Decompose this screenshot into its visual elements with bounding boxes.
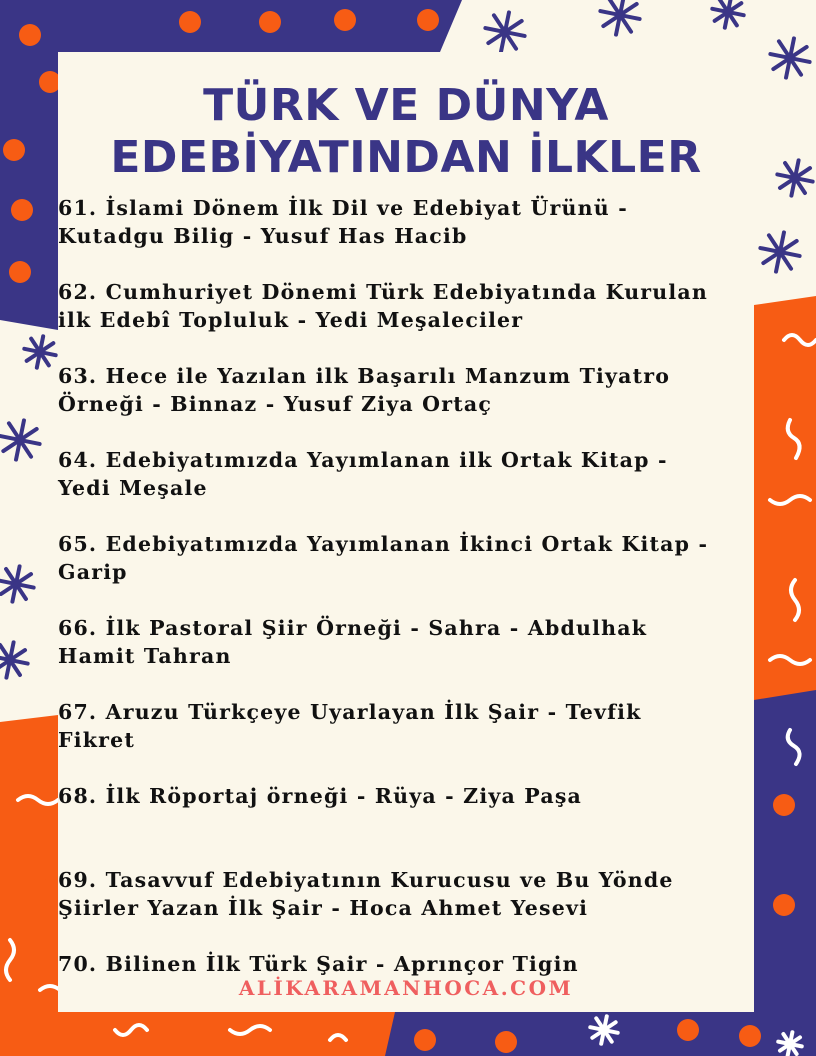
asterisk-star-icon [777, 160, 812, 195]
entry-line-2: Şiirler Yazan İlk Şair - Hoca Ahmet Yesevi [58, 896, 589, 920]
footer-site: ALİKARAMANHOCA.COM [238, 976, 574, 1000]
list-item [58, 780, 758, 864]
entry-line-2: ilk Edebî Topluluk - Yedi Meşaleciler [58, 308, 524, 332]
list-item [58, 360, 758, 444]
page-title-line-2: EDEBİYATINDAN İLKLER [110, 132, 702, 183]
list-item [58, 864, 758, 948]
asterisk-star-icon [0, 642, 28, 677]
list-item [58, 444, 758, 528]
entry-line-1: 61. İslami Dönem İlk Dil ve Edebiyat Ürünü - [58, 196, 628, 220]
list-item [58, 276, 758, 360]
asterisk-star-icon [600, 0, 639, 35]
list-item [58, 696, 758, 780]
orange-dot-icon [495, 1031, 517, 1053]
content-card [58, 52, 754, 1012]
asterisk-star-icon [485, 12, 524, 51]
orange-dot-icon [29, 859, 51, 881]
entry-line-2: Kutadgu Bilig - Yusuf Has Hacib [58, 224, 468, 248]
page-title-line-1: TÜRK VE DÜNYA [203, 80, 609, 131]
asterisk-star-icon [712, 0, 743, 28]
orange-dot-icon [334, 9, 356, 31]
list-item [58, 192, 758, 276]
entry-line-1: 66. İlk Pastoral Şiir Örneği - Sahra - Abdulhak [58, 616, 648, 640]
orange-dot-icon [179, 11, 201, 33]
entry-line-2: Hamit Tahran [58, 644, 232, 668]
asterisk-star-icon [24, 336, 55, 367]
orange-dot-icon [773, 794, 795, 816]
entry-line-1: 70. Bilinen İlk Türk Şair - Aprınçor Tigin [58, 952, 579, 976]
entry-line-2: Fikret [58, 728, 136, 752]
entry-line-1: 65. Edebiyatımızda Yayımlanan İkinci Ortak Kitap - [58, 532, 709, 556]
entry-line-2: Örneği - Binnaz - Yusuf Ziya Ortaç [58, 392, 493, 416]
list-item [58, 612, 758, 696]
entry-line-2: Garip [58, 560, 128, 584]
orange-dot-icon [9, 261, 31, 283]
orange-dot-icon [773, 894, 795, 916]
orange-dot-icon [3, 139, 25, 161]
asterisk-star-icon [770, 38, 809, 77]
asterisk-star-icon [0, 566, 34, 601]
asterisk-star-icon [760, 232, 799, 271]
page-title [58, 80, 754, 184]
entry-line-1: 69. Tasavvuf Edebiyatının Kurucusu ve Bu Yönde [58, 868, 674, 892]
entry-line-1: 64. Edebiyatımızda Yayımlanan ilk Ortak Kitap - [58, 448, 668, 472]
orange-dot-icon [417, 9, 439, 31]
orange-dot-icon [19, 24, 41, 46]
entry-line-2: Yedi Meşale [58, 476, 208, 500]
entry-line-1: 62. Cumhuriyet Dönemi Türk Edebiyatında Kurulan [58, 280, 708, 304]
entry-line-1: 68. İlk Röportaj örneği - Rüya - Ziya Paşa [58, 784, 583, 808]
orange-dot-icon [259, 11, 281, 33]
list-item [58, 528, 758, 612]
entry-line-1: 67. Aruzu Türkçeye Uyarlayan İlk Şair - Tevfik [58, 700, 642, 724]
entry-list [58, 192, 758, 1032]
orange-dot-icon [2, 749, 24, 771]
orange-dot-icon [11, 199, 33, 221]
orange-dot-icon [414, 1029, 436, 1051]
asterisk-star-icon [0, 420, 39, 459]
entry-line-1: 63. Hece ile Yazılan ilk Başarılı Manzum Tiyatro [58, 364, 671, 388]
